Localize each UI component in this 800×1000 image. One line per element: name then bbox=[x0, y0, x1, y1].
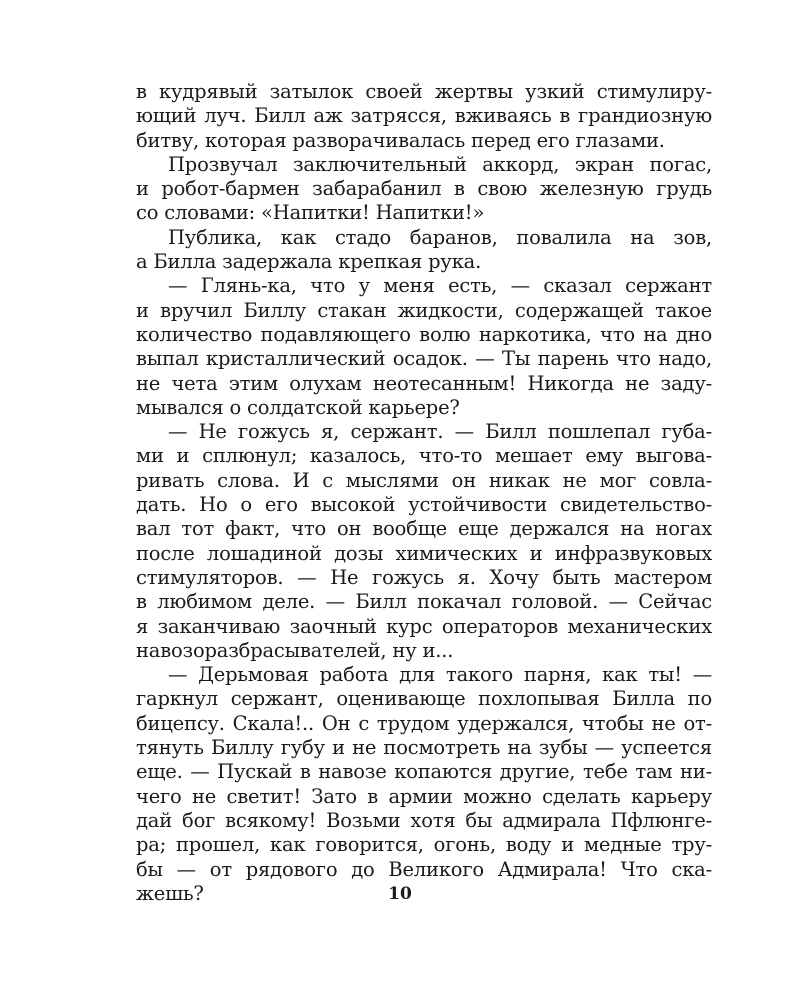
page-number: 10 bbox=[388, 884, 412, 904]
text-line: со словами: «Напитки! Напитки!» bbox=[136, 201, 485, 225]
text-line: еще. — Пускай в навозе копаются другие, тебе там ни- bbox=[136, 760, 712, 784]
text-line: дай бог всякому! Возьми хотя бы адмирала Пфлюнге- bbox=[136, 808, 712, 832]
text-line: и вручил Биллу стакан жидкости, содержащей такое bbox=[136, 298, 712, 322]
text-line: битву, которая разворачивалась перед его глазами. bbox=[136, 128, 665, 152]
text-line: Публика, как стадо баранов, повалила на зов, bbox=[168, 225, 712, 249]
text-line: после лошадиной дозы химических и инфразвуковых bbox=[136, 541, 712, 565]
text-line: чего не светит! Зато в армии можно сделать карьеру bbox=[136, 784, 712, 808]
text-line: бицепсу. Скала!.. Он с трудом удержался, чтобы не от- bbox=[136, 711, 712, 735]
text-line: ривать слова. И с мыслями он никак не мог совла- bbox=[136, 468, 712, 492]
text-line: дать. Но о его высокой устойчивости свидетельство- bbox=[136, 493, 712, 517]
text-line: — Дерьмовая работа для такого парня, как ты! — bbox=[168, 663, 712, 687]
text-line: стимуляторов. — Не гожусь я. Хочу быть мастером bbox=[136, 565, 712, 589]
text-line: — Не гожусь я, сержант. — Билл пошлепал губа- bbox=[168, 420, 712, 444]
text-line: количество подавляющего волю наркотика, что на дно bbox=[136, 322, 712, 346]
text-line: ющий луч. Билл аж затрясся, вживаясь в грандиозную bbox=[136, 104, 712, 128]
text-line: бы — от рядового до Великого Адмирала! Что ска- bbox=[136, 857, 712, 881]
page-body-text bbox=[136, 80, 712, 906]
text-line: в любимом деле. — Билл покачал головой. — Сейчас bbox=[136, 590, 712, 614]
text-line: выпал кристаллический осадок. — Ты парень что надо, bbox=[136, 347, 712, 371]
text-line: я заканчиваю заочный курс операторов механических bbox=[136, 614, 712, 638]
text-line: ми и сплюнул; казалось, что-то мешает ему выгова- bbox=[136, 444, 712, 468]
text-line: вал тот факт, что он вообще еще держался на ногах bbox=[136, 517, 712, 541]
text-line: а Билла задержала крепкая рука. bbox=[136, 250, 482, 274]
text-line: ра; прошел, как говорится, огонь, воду и медные тру- bbox=[136, 833, 712, 857]
text-line: в кудрявый затылок своей жертвы узкий стимулиру- bbox=[136, 80, 712, 103]
text-line: не чета этим олухам неотесанным! Никогда не заду- bbox=[136, 371, 712, 395]
text-line: — Глянь-ка, что у меня есть, — сказал сержант bbox=[168, 274, 712, 298]
text-line: и робот-бармен забарабанил в свою железную грудь bbox=[136, 177, 712, 201]
text-line: навозоразбрасывателей, ну и... bbox=[136, 638, 454, 662]
text-line: тянуть Биллу губу и не посмотреть на зубы — успеется bbox=[136, 736, 712, 760]
text-line: гаркнул сержант, оценивающе похлопывая Билла по bbox=[136, 687, 712, 711]
text-line: мывался о солдатской карьере? bbox=[136, 395, 460, 419]
text-line: Прозвучал заключительный аккорд, экран погас, bbox=[168, 152, 712, 176]
text-line: жешь? bbox=[136, 881, 204, 905]
